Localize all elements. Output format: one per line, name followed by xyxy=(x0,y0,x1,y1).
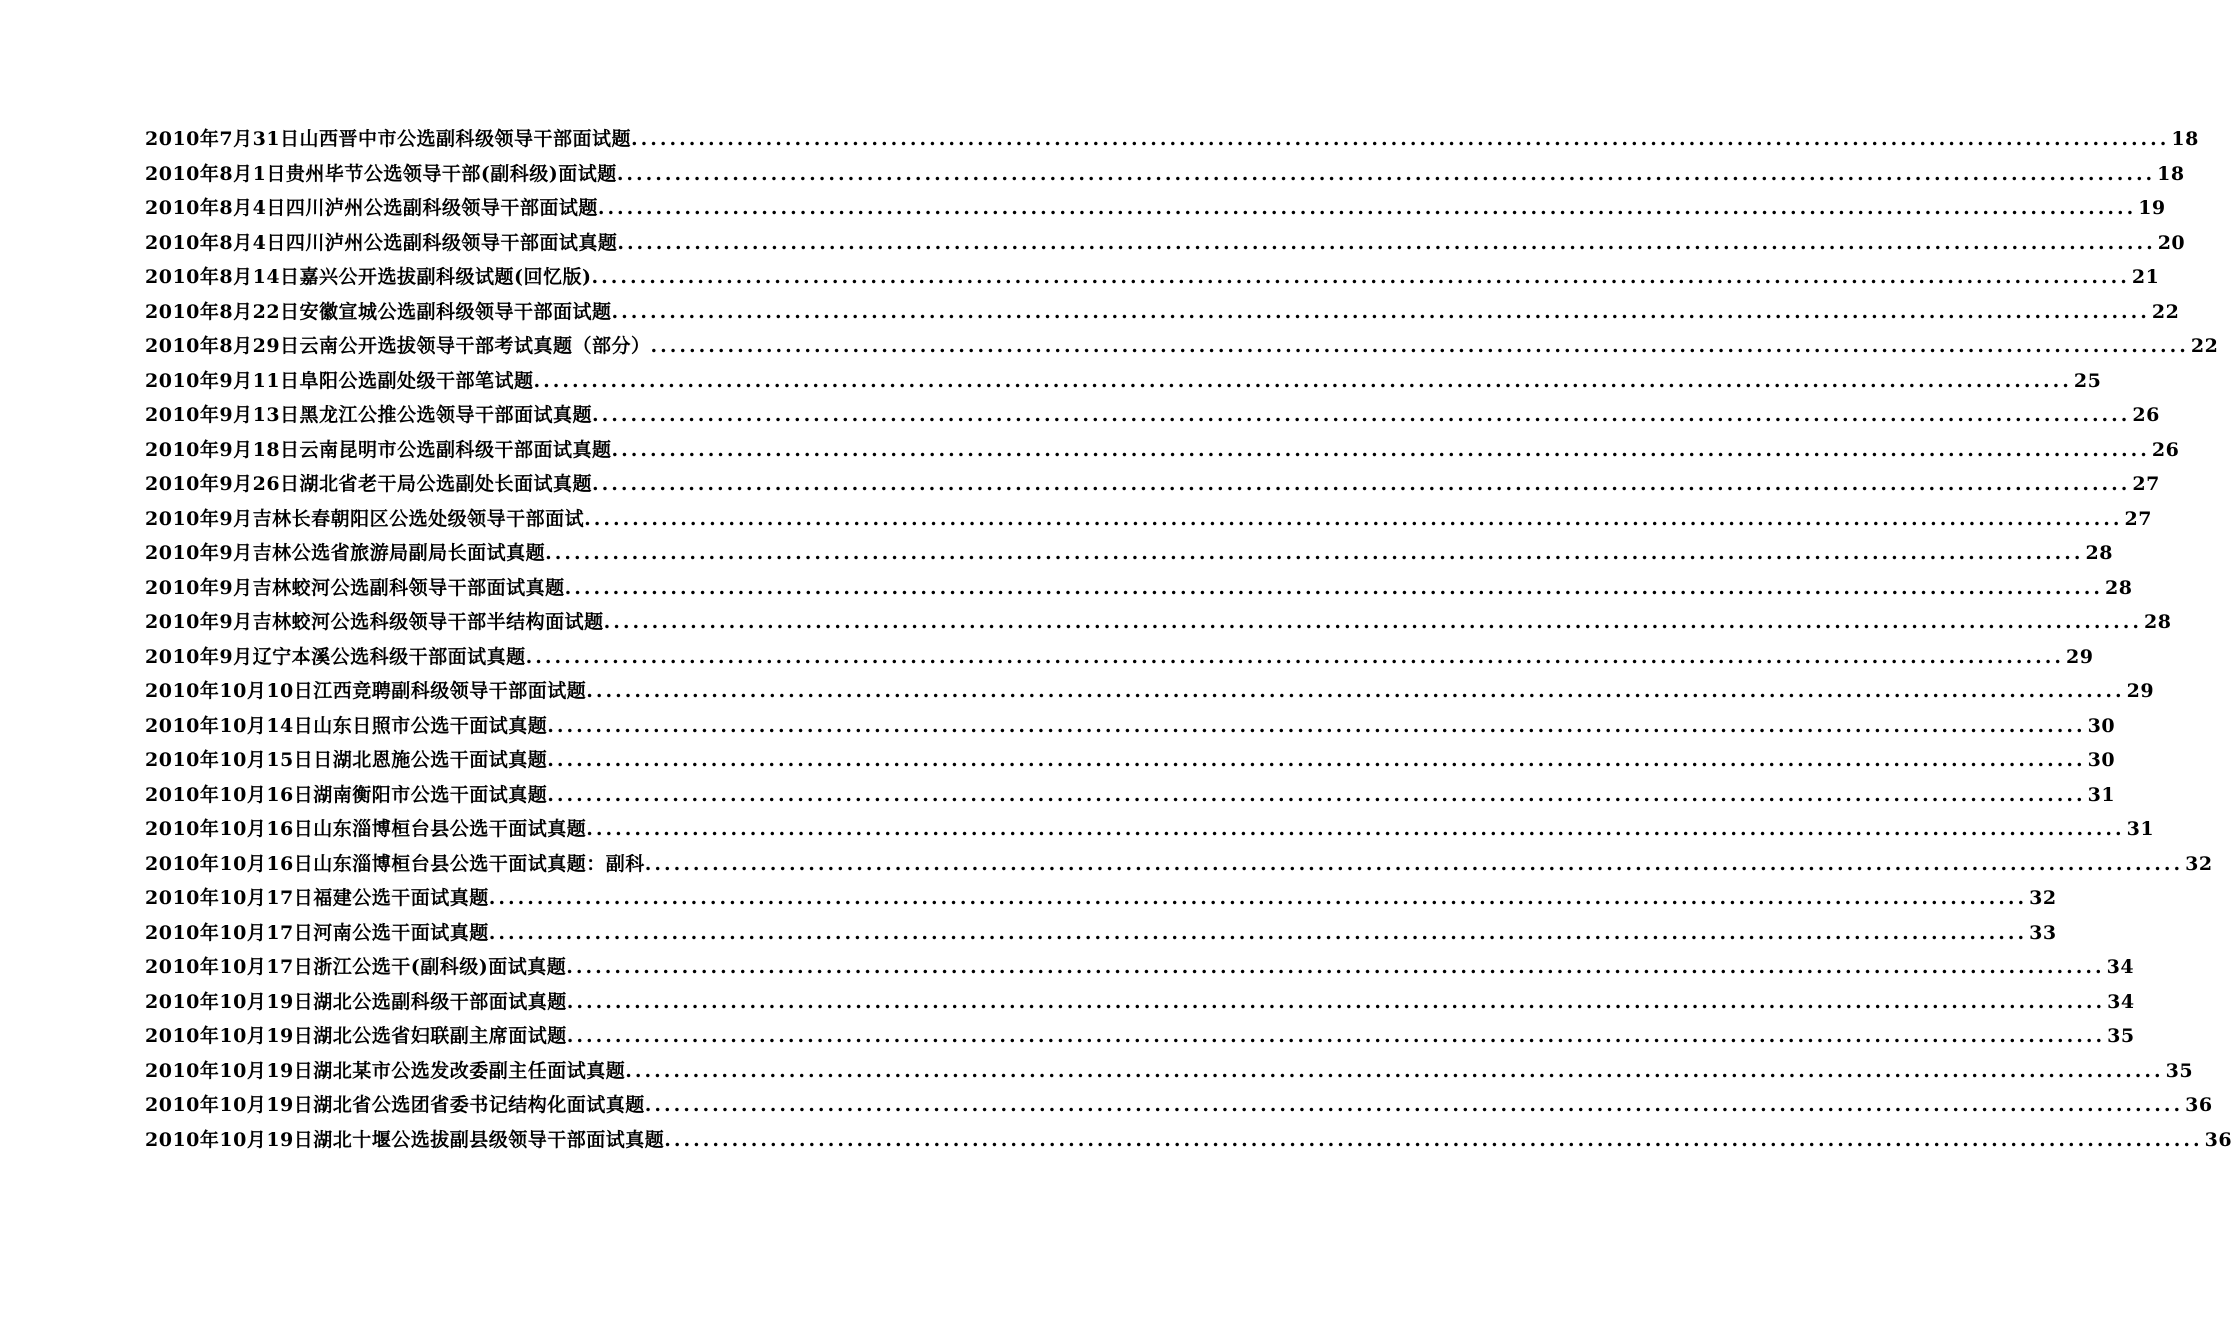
toc-entry[interactable] xyxy=(145,916,2057,951)
toc-entry-page: 29 xyxy=(2126,680,2155,702)
toc-entry[interactable] xyxy=(145,260,2160,295)
toc-entry-title: 2010年10月17日福建公选干面试真题 xyxy=(145,887,489,909)
toc-dot-leader: ................................................................................................................................................................ xyxy=(597,197,2137,219)
toc-dot-leader: ................................................................................................................................................................ xyxy=(584,507,2123,530)
toc-entry[interactable] xyxy=(145,226,2186,261)
toc-entry-title: 2010年10月19日湖北十堰公选拔副县级领导干部面试真题 xyxy=(145,1128,665,1151)
toc-dot-leader: ................................................................................................................................................................ xyxy=(586,680,2125,702)
toc-entry[interactable] xyxy=(145,536,2113,571)
toc-entry-page: 30 xyxy=(2087,749,2116,771)
toc-entry-title: 2010年9月吉林长春朝阳区公选处级领导干部面试 xyxy=(145,507,585,530)
toc-dot-leader: ................................................................................................................................................................ xyxy=(644,852,2184,875)
toc-entry-title: 2010年9月26日湖北省老干局公选副处长面试真题 xyxy=(145,473,593,495)
toc-entry-title: 2010年10月19日湖北公选副科级干部面试真题 xyxy=(145,990,567,1013)
toc-dot-leader: ................................................................................................................................................................ xyxy=(564,576,2103,599)
toc-entry[interactable] xyxy=(145,364,2102,399)
toc-dot-leader: ................................................................................................................................................................ xyxy=(650,335,2189,357)
toc-entry-title: 2010年10月19日湖北某市公选发改委副主任面试真题 xyxy=(145,1059,626,1082)
toc-entry[interactable] xyxy=(145,122,2199,157)
toc-dot-leader: ................................................................................................................................................................ xyxy=(616,162,2156,185)
toc-entry-page: 21 xyxy=(2131,266,2160,288)
toc-dot-leader: ................................................................................................................................................................ xyxy=(592,473,2131,495)
toc-entry-page: 35 xyxy=(2107,1025,2135,1047)
toc-entry[interactable] xyxy=(145,398,2160,433)
toc-entry-title: 2010年8月4日四川泸州公选副科级领导干部面试题 xyxy=(145,197,598,219)
toc-entry-title: 2010年9月吉林公选省旅游局副局长面试真题 xyxy=(145,542,546,564)
toc-entry-page: 34 xyxy=(2107,990,2135,1013)
toc-entry-title: 2010年8月1日贵州毕节公选领导干部(副科级)面试题 xyxy=(145,162,617,185)
table-of-contents xyxy=(145,122,2232,1157)
toc-entry-page: 18 xyxy=(2157,162,2185,185)
toc-entry-title: 2010年9月18日云南昆明市公选副科级干部面试真题 xyxy=(145,438,612,461)
toc-entry-title: 2010年10月17日浙江公选干(副科级)面试真题 xyxy=(145,956,567,978)
toc-entry-page: 31 xyxy=(2126,818,2155,840)
toc-dot-leader: ................................................................................................................................................................ xyxy=(545,542,2084,564)
toc-dot-leader: ................................................................................................................................................................ xyxy=(566,956,2105,978)
toc-entry[interactable] xyxy=(145,1088,2213,1123)
toc-entry[interactable] xyxy=(145,1054,2194,1089)
toc-dot-leader: ................................................................................................................................................................ xyxy=(592,404,2131,426)
toc-dot-leader: ................................................................................................................................................................ xyxy=(591,266,2130,288)
toc-entry-title: 2010年10月19日湖北省公选团省委书记结构化面试真题 xyxy=(145,1094,645,1116)
toc-entry-page: 22 xyxy=(2151,300,2180,323)
toc-dot-leader: ................................................................................................................................................................ xyxy=(488,921,2028,944)
toc-entry[interactable] xyxy=(145,985,2135,1020)
toc-dot-leader: ................................................................................................................................................................ xyxy=(533,369,2072,392)
toc-dot-leader: ................................................................................................................................................................ xyxy=(547,714,2086,737)
toc-entry-page: 18 xyxy=(2171,128,2199,150)
toc-entry-page: 27 xyxy=(2132,473,2160,495)
toc-dot-leader: ................................................................................................................................................................ xyxy=(603,611,2142,633)
toc-entry-title: 2010年10月17日河南公选干面试真题 xyxy=(145,921,489,944)
toc-entry[interactable] xyxy=(145,812,2155,847)
toc-dot-leader: ................................................................................................................................................................ xyxy=(547,749,2086,771)
toc-entry-page: 32 xyxy=(2029,887,2057,909)
toc-dot-leader: ................................................................................................................................................................ xyxy=(617,231,2156,254)
toc-dot-leader: ................................................................................................................................................................ xyxy=(625,1059,2164,1082)
toc-entry-title: 2010年9月辽宁本溪公选科级干部面试真题 xyxy=(145,645,526,668)
toc-entry-page: 36 xyxy=(2204,1128,2232,1151)
toc-entry[interactable] xyxy=(145,847,2213,882)
toc-entry[interactable] xyxy=(145,640,2094,675)
toc-entry-page: 31 xyxy=(2087,783,2116,806)
toc-entry[interactable] xyxy=(145,605,2172,640)
toc-dot-leader: ................................................................................................................................................................ xyxy=(566,990,2106,1013)
toc-entry-page: 33 xyxy=(2029,921,2057,944)
toc-dot-leader: ................................................................................................................................................................ xyxy=(664,1128,2203,1151)
toc-entry-page: 19 xyxy=(2138,197,2166,219)
toc-entry-title: 2010年8月14日嘉兴公开选拔副科级试题(回忆版) xyxy=(145,266,592,288)
toc-dot-leader: ................................................................................................................................................................ xyxy=(644,1094,2184,1116)
toc-entry-title: 2010年7月31日山西晋中市公选副科级领导干部面试题 xyxy=(145,128,632,150)
toc-entry-title: 2010年8月22日安徽宣城公选副科级领导干部面试题 xyxy=(145,300,612,323)
toc-dot-leader: ................................................................................................................................................................ xyxy=(488,887,2028,909)
toc-entry-title: 2010年10月16日山东淄博桓台县公选干面试真题：副科 xyxy=(145,852,645,875)
toc-entry-page: 28 xyxy=(2104,576,2133,599)
toc-entry[interactable] xyxy=(145,329,2219,364)
toc-entry-title: 2010年9月吉林蛟河公选科级领导干部半结构面试题 xyxy=(145,611,604,633)
toc-entry-page: 20 xyxy=(2157,231,2186,254)
toc-entry-page: 36 xyxy=(2185,1094,2213,1116)
toc-entry-page: 35 xyxy=(2165,1059,2194,1082)
toc-entry-title: 2010年8月29日云南公开选拔领导干部考试真题（部分） xyxy=(145,335,651,357)
toc-entry-page: 28 xyxy=(2085,542,2113,564)
toc-dot-leader: ................................................................................................................................................................ xyxy=(611,438,2150,461)
toc-dot-leader: ................................................................................................................................................................ xyxy=(525,645,2064,668)
toc-entry[interactable] xyxy=(145,1019,2135,1054)
toc-entry-page: 28 xyxy=(2143,611,2172,633)
toc-entry-page: 26 xyxy=(2132,404,2160,426)
toc-entry-title: 2010年9月13日黑龙江公推公选领导干部面试真题 xyxy=(145,404,593,426)
toc-entry-page: 29 xyxy=(2065,645,2094,668)
toc-entry-page: 26 xyxy=(2151,438,2180,461)
toc-entry[interactable] xyxy=(145,467,2160,502)
toc-entry-title: 2010年10月15日日湖北恩施公选干面试真题 xyxy=(145,749,548,771)
toc-entry[interactable] xyxy=(145,778,2116,813)
toc-entry-title: 2010年10月10日江西竞聘副科级领导干部面试题 xyxy=(145,680,587,702)
toc-entry-title: 2010年10月16日湖南衡阳市公选干面试真题 xyxy=(145,783,548,806)
toc-dot-leader: ................................................................................................................................................................ xyxy=(566,1025,2106,1047)
toc-entry-title: 2010年10月16日山东淄博桓台县公选干面试真题 xyxy=(145,818,587,840)
toc-entry[interactable] xyxy=(145,950,2135,985)
toc-entry-title: 2010年10月14日山东日照市公选干面试真题 xyxy=(145,714,548,737)
toc-entry-page: 34 xyxy=(2106,956,2135,978)
toc-entry-page: 30 xyxy=(2087,714,2116,737)
toc-entry[interactable] xyxy=(145,709,2116,744)
toc-entry-title: 2010年8月4日四川泸州公选副科级领导干部面试真题 xyxy=(145,231,618,254)
toc-entry-title: 2010年9月吉林蛟河公选副科领导干部面试真题 xyxy=(145,576,565,599)
toc-entry-page: 22 xyxy=(2190,335,2219,357)
toc-entry[interactable] xyxy=(145,571,2133,606)
toc-entry-page: 27 xyxy=(2124,507,2152,530)
toc-dot-leader: ................................................................................................................................................................ xyxy=(631,128,2170,150)
toc-dot-leader: ................................................................................................................................................................ xyxy=(586,818,2125,840)
toc-entry[interactable] xyxy=(145,191,2166,226)
toc-entry[interactable] xyxy=(145,295,2180,330)
toc-entry-page: 25 xyxy=(2073,369,2102,392)
toc-entry-title: 2010年9月11日阜阳公选副处级干部笔试题 xyxy=(145,369,534,392)
toc-dot-leader: ................................................................................................................................................................ xyxy=(547,783,2086,806)
toc-entry[interactable] xyxy=(145,881,2057,916)
toc-entry-page: 32 xyxy=(2185,852,2213,875)
toc-dot-leader: ................................................................................................................................................................ xyxy=(611,300,2150,323)
toc-entry[interactable] xyxy=(145,433,2180,468)
toc-entry[interactable] xyxy=(145,157,2185,192)
toc-entry[interactable] xyxy=(145,502,2152,537)
toc-entry[interactable] xyxy=(145,674,2155,709)
toc-entry[interactable] xyxy=(145,743,2116,778)
toc-entry-title: 2010年10月19日湖北公选省妇联副主席面试题 xyxy=(145,1025,567,1047)
toc-entry[interactable] xyxy=(145,1123,2232,1158)
